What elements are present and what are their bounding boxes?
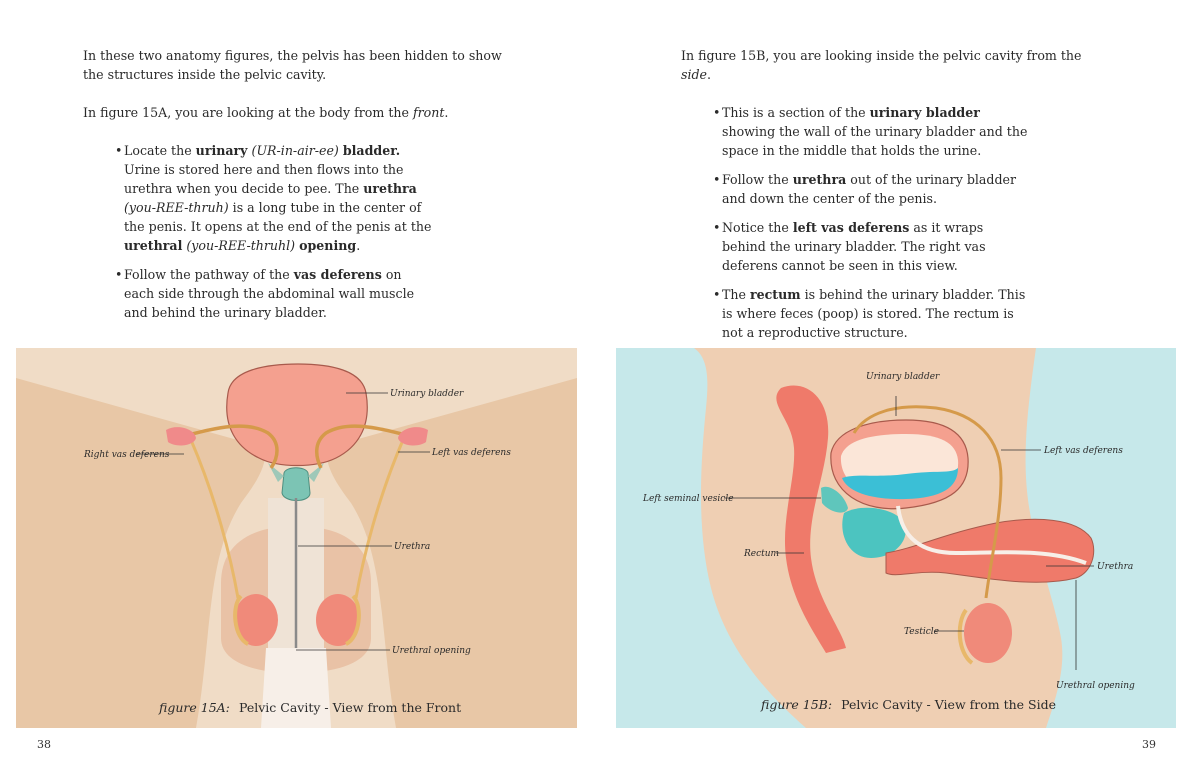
bullet-rectum: • The rectum is behind the urinary bladder. This is where feces (poop) is stored. The rectum is not a reproductive structure. <box>713 287 1026 340</box>
bullet-glyph: • <box>115 143 123 158</box>
bullet-glyph: • <box>713 172 721 187</box>
prostate-gland <box>282 468 310 501</box>
figure-15a-caption <box>158 697 461 716</box>
label-urethra: Urethra <box>394 542 431 552</box>
bullet-urethra: • Follow the urethra out of the urinary bladder and down the center of the penis. <box>713 172 1017 206</box>
urinary-bladder <box>227 364 368 466</box>
label-urethral-opening: Urethral opening <box>392 646 471 656</box>
label-urethral-opening: Urethral opening <box>1056 681 1135 691</box>
caption-text: Pelvic Cavity - View from the Front <box>238 700 462 715</box>
figure-15b-illustration <box>616 348 1176 728</box>
caption-text: Pelvic Cavity - View from the Side <box>841 697 1056 712</box>
label-urinary-bladder: Urinary bladder <box>866 372 940 382</box>
label-testicle: Testicle <box>904 627 939 637</box>
label-right-vas-deferens: Right vas deferens <box>84 450 170 460</box>
left-bullets <box>115 141 433 322</box>
label-left-vas-deferens: Left vas deferens <box>1044 446 1123 456</box>
right-bullets <box>713 103 1031 342</box>
bullet-left-vas: • Notice the left vas deferens as it wraps behind the urinary bladder. The right vas deferens cannot be seen in this view. <box>713 220 986 273</box>
bullet-glyph: • <box>713 105 721 120</box>
bullet-vas-deferens: • Follow the pathway of the vas deferens on each side through the abdominal wall muscle and behind the urinary bladder. <box>115 267 415 320</box>
figure-15a-illustration <box>16 348 577 728</box>
label-left-seminal-vesicle: Left seminal vesicle <box>643 494 734 504</box>
label-urethra: Urethra <box>1097 562 1134 572</box>
page-number-left: 38 <box>37 738 51 751</box>
bullet-bladder-section: • This is a section of the urinary bladder showing the wall of the urinary bladder and the space in the middle that holds the urine. <box>713 105 1028 158</box>
figure-b-intro: In figure 15B, you are looking inside the pelvic cavity from the side. <box>681 48 1082 82</box>
label-urinary-bladder: Urinary bladder <box>390 389 464 399</box>
bullet-bladder: • Locate the urinary (UR-in-air-ee) bladder. Urine is stored here and then flows into the urethra when you decide to pee. The urethra (you-REE-thruh) is a long tube in the center of the penis. It opens at the end of the penis at the urethral (you-REE-thruhl) opening. <box>115 143 432 253</box>
right-text-column <box>681 46 1111 342</box>
page-number-right: 39 <box>1142 738 1156 751</box>
figure-15a <box>16 348 577 728</box>
bullet-glyph: • <box>713 287 721 302</box>
label-left-vas-deferens: Left vas deferens <box>432 448 511 458</box>
figure-a-intro: In figure 15A, you are looking at the body from the front. <box>83 105 449 120</box>
label-rectum: Rectum <box>744 549 780 559</box>
figure-15b <box>616 348 1176 728</box>
bullet-glyph: • <box>115 267 123 282</box>
caption-prefix: figure 15B: <box>761 697 833 712</box>
testicle <box>964 603 1012 663</box>
caption-prefix: figure 15A: <box>159 700 230 715</box>
left-text-column <box>83 46 513 322</box>
penis-shaft <box>261 648 331 728</box>
figure-15b-caption <box>760 694 1056 713</box>
intro-paragraph: In these two anatomy figures, the pelvis has been hidden to show the structures inside the pelvic cavity. <box>83 48 502 82</box>
bullet-glyph: • <box>713 220 721 235</box>
